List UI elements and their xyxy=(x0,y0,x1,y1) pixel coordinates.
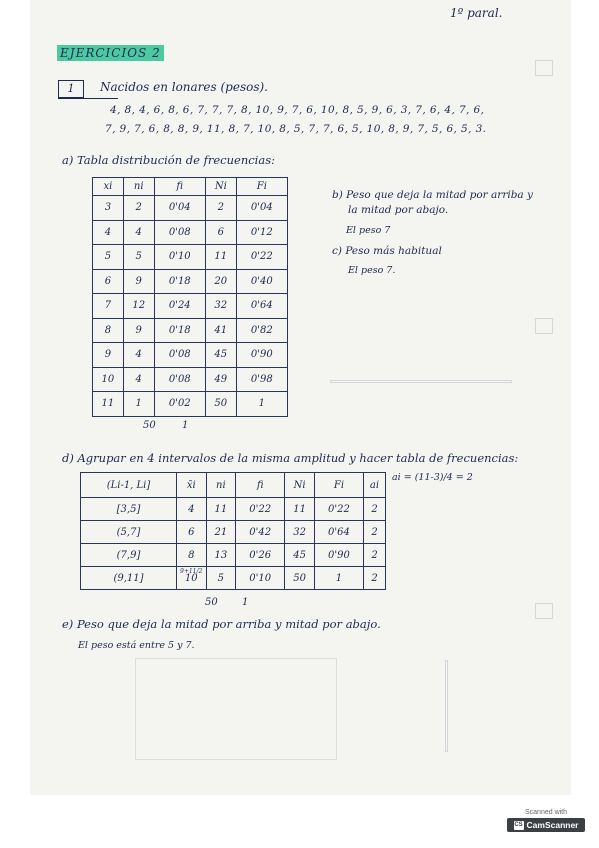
section-d-label: d) Agrupar en 4 intervalos de la misma amplitud y hacer tabla de frecuencias: xyxy=(62,451,519,465)
total-ni: 50 xyxy=(143,420,156,431)
bleed-through-box xyxy=(535,60,553,76)
table-cell: 0'40 xyxy=(236,269,287,294)
table-cell: 4 xyxy=(123,220,154,245)
header-cell: Ni xyxy=(285,473,315,498)
header-cell: fi xyxy=(154,178,205,196)
table-cell: 21 xyxy=(206,521,236,544)
bleed-through-box xyxy=(535,318,553,334)
table-cell: 50 xyxy=(285,567,315,590)
table-cell: 0'98 xyxy=(236,367,287,392)
table-cell: 0'22 xyxy=(236,245,287,270)
table-cell: 0'26 xyxy=(236,544,285,567)
table-cell: 0'10 xyxy=(236,567,285,590)
table-cell: 2 xyxy=(364,567,386,590)
table-cell: 10 xyxy=(93,367,124,392)
table-row xyxy=(93,343,288,368)
data-line-1: 4, 8, 4, 6, 8, 6, 7, 7, 7, 8, 10, 9, 7, 6, 10, 8, 5, 9, 6, 3, 7, 6, 4, 7, 6, xyxy=(110,104,485,116)
table-cell: 0'82 xyxy=(236,318,287,343)
header-cell: Ni xyxy=(205,178,236,196)
bleed-through-box xyxy=(535,603,553,619)
table-cell: 4 xyxy=(123,343,154,368)
table-cell: 11 xyxy=(206,498,236,521)
table-cell: 9 xyxy=(123,269,154,294)
table-header-row xyxy=(81,473,386,498)
table-cell: 2 xyxy=(123,196,154,221)
section-c-answer: El peso 7. xyxy=(348,265,396,276)
scanner-brand-badge xyxy=(507,818,585,832)
table-cell: (7,9] xyxy=(81,544,177,567)
table-row xyxy=(93,245,288,270)
table-header-row xyxy=(93,178,288,196)
table-row xyxy=(81,567,386,590)
total-fi: 1 xyxy=(182,420,189,431)
table-cell-value: 10 xyxy=(184,572,198,584)
table-row xyxy=(93,367,288,392)
table-cell: [3,5] xyxy=(81,498,177,521)
table-row xyxy=(93,196,288,221)
class-note: 1º paral. xyxy=(450,6,503,20)
table-cell: 9 xyxy=(123,318,154,343)
table-cell: 1 xyxy=(314,567,363,590)
table-row xyxy=(93,269,288,294)
section-b-question: b) Peso que deja la mitad por arriba y xyxy=(332,189,533,201)
table-cell: 3 xyxy=(93,196,124,221)
header-cell: xi xyxy=(93,178,124,196)
table-cell: 45 xyxy=(205,343,236,368)
table-row xyxy=(81,498,386,521)
scanner-brand: CamScanner xyxy=(526,820,579,830)
bleed-through-axis xyxy=(445,660,448,752)
table-cell: 50 xyxy=(205,392,236,417)
table-cell: 32 xyxy=(285,521,315,544)
header-cell: ni xyxy=(206,473,236,498)
table-cell: 49 xyxy=(205,367,236,392)
problem-title: Nacidos en lonares (pesos). xyxy=(100,80,268,94)
table-cell: 8 xyxy=(177,544,207,567)
problem-number: 1 xyxy=(58,80,84,98)
table-cell: 0'08 xyxy=(154,367,205,392)
scanner-caption: Scanned with xyxy=(524,809,568,816)
header-cell: ai xyxy=(364,473,386,498)
cell-annotation: 9+11/2 xyxy=(180,568,203,575)
table-cell: 0'02 xyxy=(154,392,205,417)
table-cell: 0'42 xyxy=(236,521,285,544)
bleed-through-axis xyxy=(330,380,512,383)
table-cell: 0'18 xyxy=(154,318,205,343)
table-cell: 6 xyxy=(93,269,124,294)
table-cell: 0'24 xyxy=(154,294,205,319)
camscanner-logo-icon: CS xyxy=(514,821,523,828)
header-cell: (Li-1, Li] xyxy=(81,473,177,498)
table-cell: 45 xyxy=(285,544,315,567)
table-cell: 12 xyxy=(123,294,154,319)
table-cell: 2 xyxy=(205,196,236,221)
table-cell: 0'04 xyxy=(154,196,205,221)
table-cell: 0'08 xyxy=(154,343,205,368)
table-cell: 2 xyxy=(364,544,386,567)
grouped-total-ni: 50 xyxy=(205,597,218,608)
bleed-through-grid xyxy=(135,658,337,760)
table-cell: 32 xyxy=(205,294,236,319)
grouped-frequency-table xyxy=(80,472,386,590)
data-line-2: 7, 9, 7, 6, 8, 8, 9, 11, 8, 7, 10, 8, 5, 7, 7, 6, 5, 10, 8, 9, 7, 5, 6, 5, 3. xyxy=(105,123,487,135)
section-a-label: a) Tabla distribución de frecuencias: xyxy=(62,153,275,167)
grouped-total-fi: 1 xyxy=(242,597,249,608)
table-cell: 5 xyxy=(123,245,154,270)
table-cell: 1 xyxy=(236,392,287,417)
table-cell: 2 xyxy=(364,498,386,521)
exercise-title: EJERCICIOS 2 xyxy=(57,45,164,61)
table-cell: 20 xyxy=(205,269,236,294)
table-cell: 9 xyxy=(93,343,124,368)
table-cell: 4 xyxy=(93,220,124,245)
table-cell: 0'64 xyxy=(314,521,363,544)
table-cell: 6 xyxy=(205,220,236,245)
table-row xyxy=(93,294,288,319)
table-cell: 5 xyxy=(93,245,124,270)
scanner-watermark xyxy=(507,809,585,832)
problem-underline xyxy=(58,98,118,99)
table-row xyxy=(81,544,386,567)
table-cell: (9,11] xyxy=(81,567,177,590)
table-cell: 0'10 xyxy=(154,245,205,270)
amplitude-note: ai = (11-3)/4 = 2 xyxy=(392,472,473,483)
table-row xyxy=(93,392,288,417)
table-cell: 5 xyxy=(206,567,236,590)
header-cell: Fi xyxy=(236,178,287,196)
table-cell: 0'18 xyxy=(154,269,205,294)
table-cell: 13 xyxy=(206,544,236,567)
table-row xyxy=(93,220,288,245)
table-cell: 0'08 xyxy=(154,220,205,245)
table-cell: 0'90 xyxy=(314,544,363,567)
header-cell: x̄i xyxy=(177,473,207,498)
table-cell: 11 xyxy=(285,498,315,521)
section-b-question-cont: la mitad por abajo. xyxy=(348,204,449,216)
table-cell: 0'12 xyxy=(236,220,287,245)
table-cell: 0'90 xyxy=(236,343,287,368)
table-cell: 11 xyxy=(93,392,124,417)
table-cell: (5,7] xyxy=(81,521,177,544)
table-cell: 0'64 xyxy=(236,294,287,319)
table-row xyxy=(93,318,288,343)
table-cell: 0'22 xyxy=(236,498,285,521)
table-cell: 41 xyxy=(205,318,236,343)
table-cell: 4 xyxy=(177,498,207,521)
table-cell: 8 xyxy=(93,318,124,343)
table-row xyxy=(81,521,386,544)
section-e-question: e) Peso que deja la mitad por arriba y mitad por abajo. xyxy=(62,617,381,631)
table-cell: 7 xyxy=(93,294,124,319)
table-cell: 0'22 xyxy=(314,498,363,521)
table-cell: 1 xyxy=(123,392,154,417)
header-cell: fi xyxy=(236,473,285,498)
table-cell: 11 xyxy=(205,245,236,270)
header-cell: ni xyxy=(123,178,154,196)
section-e-answer: El peso está entre 5 y 7. xyxy=(78,640,195,651)
table-cell: 0'04 xyxy=(236,196,287,221)
handwritten-page xyxy=(30,0,571,795)
table-cell xyxy=(177,567,207,590)
header-cell: Fi xyxy=(314,473,363,498)
table-cell: 6 xyxy=(177,521,207,544)
table-cell: 2 xyxy=(364,521,386,544)
section-c-question: c) Peso más habitual xyxy=(332,245,442,257)
table-cell: 4 xyxy=(123,367,154,392)
section-b-answer: El peso 7 xyxy=(346,225,391,236)
frequency-table xyxy=(92,177,288,417)
